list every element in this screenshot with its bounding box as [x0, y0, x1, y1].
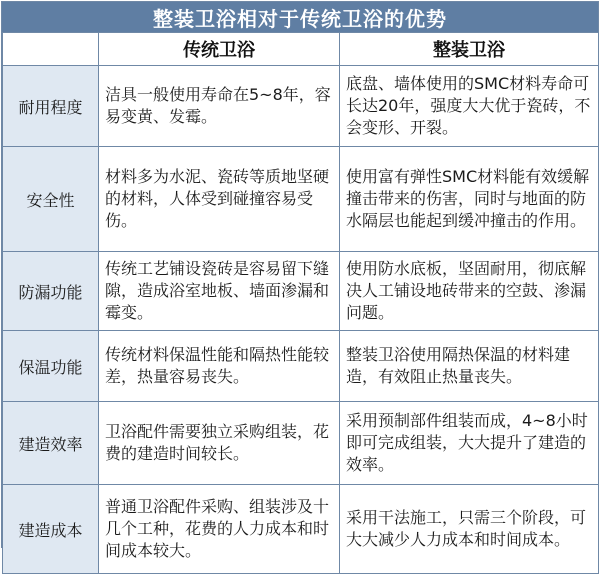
table-row — [3, 331, 599, 402]
header-traditional: 传统卫浴 — [99, 33, 340, 66]
row-label: 建造成本 — [3, 485, 99, 574]
comparison-table-container — [1, 1, 599, 560]
traditional-cell: 洁具一般使用寿命在5~8年，容易变黄、发霉。 — [99, 66, 340, 147]
integrated-cell: 采用预制部件组装而成，4~8小时即可完成组装，大大提升了建造的效率。 — [340, 402, 599, 485]
table-row — [3, 147, 599, 252]
table-row — [3, 252, 599, 331]
traditional-cell: 普通卫浴配件采购、组装涉及十几个工种，花费的人力成本和时间成本较大。 — [99, 485, 340, 574]
table-row — [3, 66, 599, 147]
table-title: 整装卫浴相对于传统卫浴的优势 — [2, 2, 598, 32]
header-row — [3, 33, 599, 66]
integrated-cell: 使用防水底板，坚固耐用，彻底解决人工铺设地砖带来的空鼓、渗漏问题。 — [340, 252, 599, 331]
traditional-cell: 传统材料保温性能和隔热性能较差，热量容易丧失。 — [99, 331, 340, 402]
integrated-cell: 整装卫浴使用隔热保温的材料建造，有效阻止热量丧失。 — [340, 331, 599, 402]
comparison-table — [2, 32, 599, 574]
header-empty-cell — [3, 33, 99, 66]
row-label: 耐用程度 — [3, 66, 99, 147]
row-label: 建造效率 — [3, 402, 99, 485]
traditional-cell: 传统工艺铺设瓷砖是容易留下缝隙，造成浴室地板、墙面渗漏和霉变。 — [99, 252, 340, 331]
row-label: 防漏功能 — [3, 252, 99, 331]
header-integrated: 整装卫浴 — [340, 33, 599, 66]
integrated-cell: 底盘、墙体使用的SMC材料寿命可长达20年，强度大大优于瓷砖，不会变形、开裂。 — [340, 66, 599, 147]
row-label: 安全性 — [3, 147, 99, 252]
table-row — [3, 485, 599, 574]
integrated-cell: 使用富有弹性SMC材料能有效缓解撞击带来的伤害，同时与地面的防水隔层也能起到缓冲撞击的作用。 — [340, 147, 599, 252]
traditional-cell: 材料多为水泥、瓷砖等质地坚硬的材料，人体受到碰撞容易受伤。 — [99, 147, 340, 252]
integrated-cell: 采用干法施工，只需三个阶段，可大大减少人力成本和时间成本。 — [340, 485, 599, 574]
row-label: 保温功能 — [3, 331, 99, 402]
traditional-cell: 卫浴配件需要独立采购组装，花费的建造时间较长。 — [99, 402, 340, 485]
table-row — [3, 402, 599, 485]
